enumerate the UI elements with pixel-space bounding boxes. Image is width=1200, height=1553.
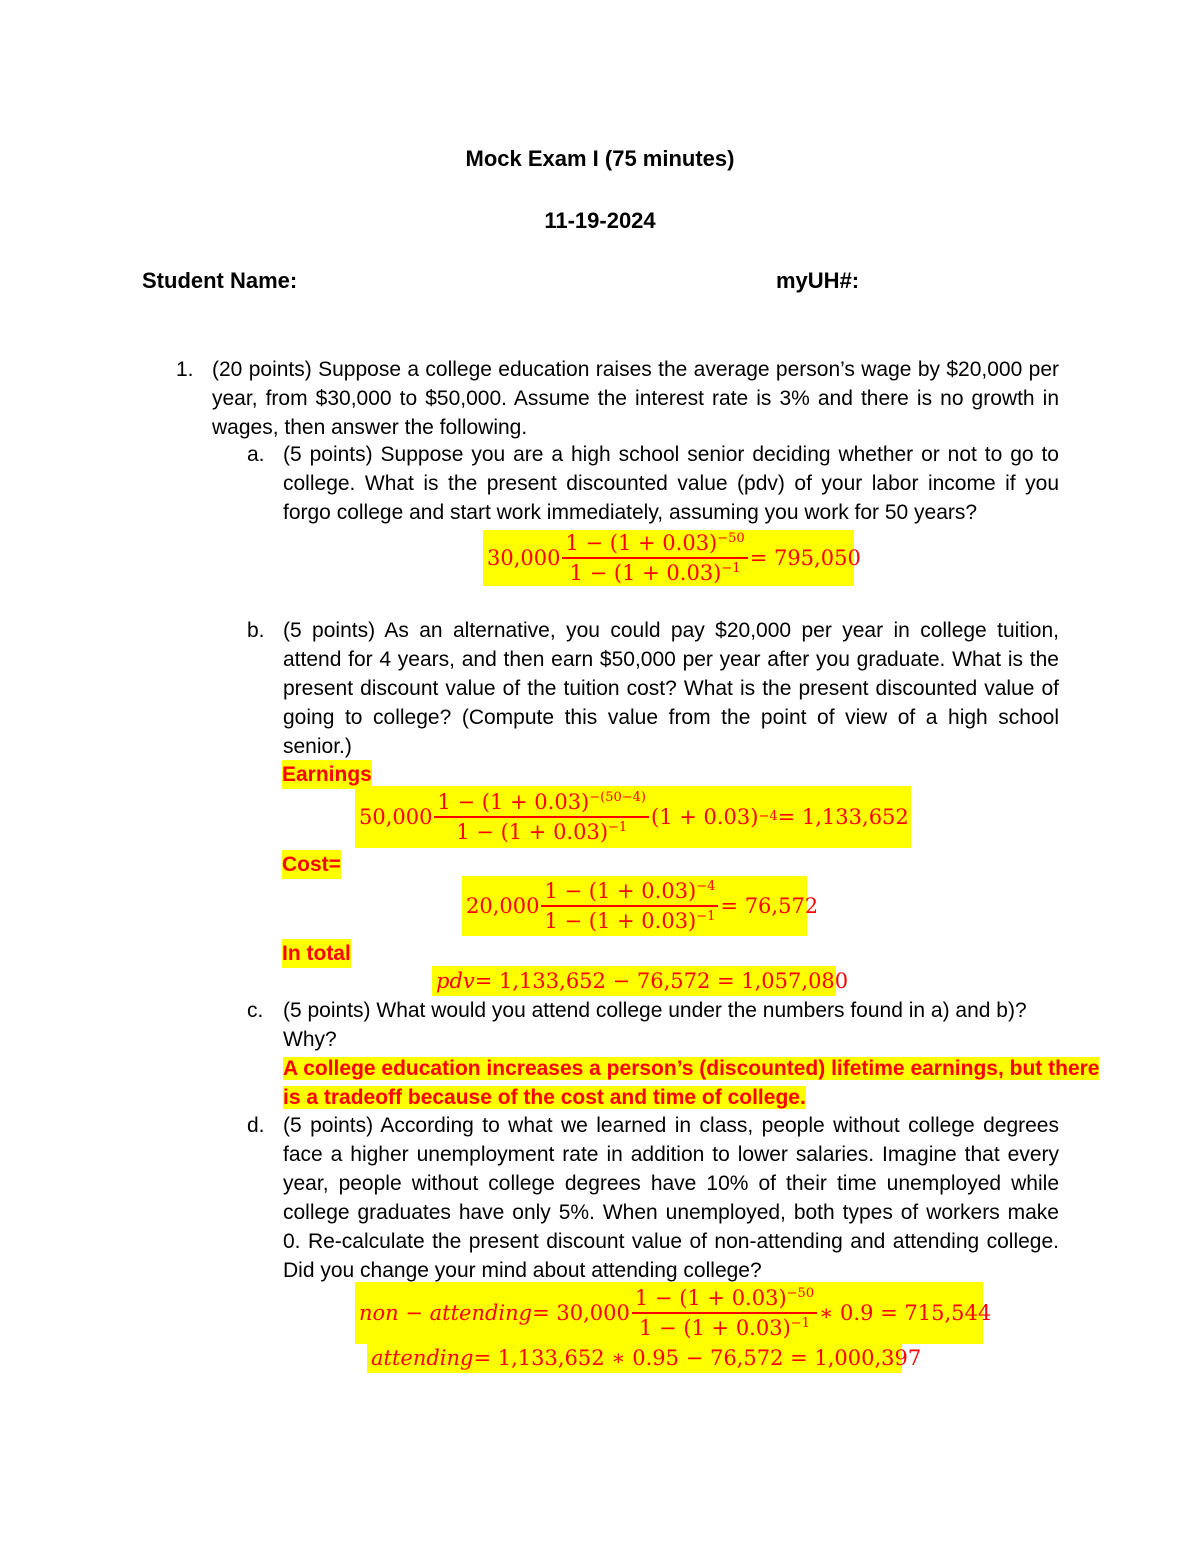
part-c-text: (5 points) What would you attend college under the numbers found in a) and b)? Why? [283, 999, 1027, 1051]
earnings-discount-factor: (1 + 0.03) [651, 805, 759, 829]
attending-lhs: attending [371, 1346, 474, 1370]
non-attending-denominator: 1 − (1 + 0.03) [639, 1316, 791, 1340]
eq-denominator: 1 − (1 + 0.03) [569, 561, 722, 585]
question-number: 1. [176, 358, 194, 381]
part-a-equation [483, 530, 861, 586]
non-attending-numerator: 1 − (1 + 0.03) [634, 1286, 787, 1310]
eq-numerator: 1 − (1 + 0.03) [565, 531, 718, 555]
earnings-denominator: 1 − (1 + 0.03) [456, 820, 609, 844]
total-rhs: = 1,133,652 − 76,572 = 1,057,080 [474, 969, 849, 993]
earnings-numerator-exponent: −(50−4) [589, 790, 646, 805]
part-d-letter: d. [247, 1114, 265, 1137]
cost-fraction [541, 879, 718, 933]
non-attending-fraction [632, 1286, 817, 1340]
earnings-result: = 1,133,652 [777, 805, 909, 829]
eq-numerator-exponent: −50 [717, 531, 745, 546]
earnings-equation: 50,000 $\frac{1 - (1 + 0.03)^{-(50-4)}}{1 - (1 + 0.03)^{-1}}$ (1 + 0.03) −4 = 1,133,652 [355, 786, 911, 848]
part-c-answer-line2: is a tradeoff because of the cost and time of college. [283, 1086, 806, 1109]
earnings-coefficient: 50,000 [359, 805, 433, 829]
part-c-answer-line1: A college education increases a person’s (discounted) lifetime earnings, but there [283, 1057, 1100, 1080]
exam-title: Mock Exam I (75 minutes) [465, 146, 735, 171]
cost-equation [462, 876, 819, 936]
total-equation [432, 966, 849, 996]
non-attending-result: ∗ 0.9 = 715,544 [819, 1301, 992, 1325]
part-d-text: (5 points) According to what we learned in class, people without college degrees face a higher unemployment rate in addition to lower salaries. Imagine that every year, people without college degrees have 10% of their time unemployed while college graduates have only 5%. When unemployed, both types of workers make 0. Re-calculate the present discount value of non-attending and attending college. Did you change your mind about attending college? [283, 1114, 1059, 1282]
cost-numerator-exponent: −4 [696, 879, 716, 894]
non-attending-equation [355, 1282, 992, 1344]
part-a-letter: a. [247, 443, 265, 466]
exam-date: 11-19-2024 [544, 208, 656, 233]
cost-label: Cost= [282, 850, 341, 879]
cost-denominator: 1 − (1 + 0.03) [544, 909, 697, 933]
student-name-label: Student Name: [142, 268, 298, 293]
total-lhs: pdv [436, 969, 475, 993]
attending-equation [367, 1343, 922, 1373]
earnings-denominator-exponent: −1 [608, 820, 628, 835]
cost-denominator-exponent: −1 [696, 909, 716, 924]
eq-denominator-exponent: −1 [721, 561, 741, 576]
part-b-letter: b. [247, 619, 265, 642]
eq-fraction [562, 531, 747, 585]
part-c-letter: c. [247, 999, 264, 1022]
eq-result: = 795,050 [749, 546, 861, 570]
attending-rhs: = 1,133,652 ∗ 0.95 − 76,572 = 1,000,397 [473, 1346, 922, 1370]
non-attending-lhs: non − attending [359, 1301, 533, 1325]
part-b-text: (5 points) As an alternative, you could pay $20,000 per year in college tuition, attend for 4 years, and then earn $50,000 per year after you graduate. What is the present discount value of the tuition cost? What is the present discounted value of going to college? (Compute this value from the point of view of a high school senior.) [283, 619, 1059, 758]
myuh-label: myUH#: [776, 268, 860, 293]
non-attending-numerator-exponent: −50 [786, 1286, 815, 1301]
earnings-label: Earnings [282, 760, 372, 789]
earnings-fraction [434, 790, 649, 844]
earnings-numerator: 1 − (1 + 0.03) [437, 790, 590, 814]
total-label: In total [282, 939, 351, 968]
question-text: (20 points) Suppose a college education raises the average person’s wage by $20,000 per year, from $30,000 to $50,000. Assume the interest rate is 3% and there is no growth in wages, then answer the following. [212, 358, 1059, 439]
non-attending-denominator-exponent: −1 [790, 1316, 810, 1331]
cost-result: = 76,572 [720, 894, 819, 918]
eq-coefficient: 30,000 [487, 546, 561, 570]
cost-coefficient: 20,000 [466, 894, 540, 918]
part-a-text: (5 points) Suppose you are a high school senior deciding whether or not to go to college. What is the present discounted value (pdv) of your labor income if you forgo college and start work immediately, assuming you work for 50 years? [283, 443, 1059, 524]
non-attending-coefficient: = 30,000 [532, 1301, 630, 1325]
part-c-answer [283, 1054, 1099, 1112]
cost-numerator: 1 − (1 + 0.03) [544, 879, 697, 903]
